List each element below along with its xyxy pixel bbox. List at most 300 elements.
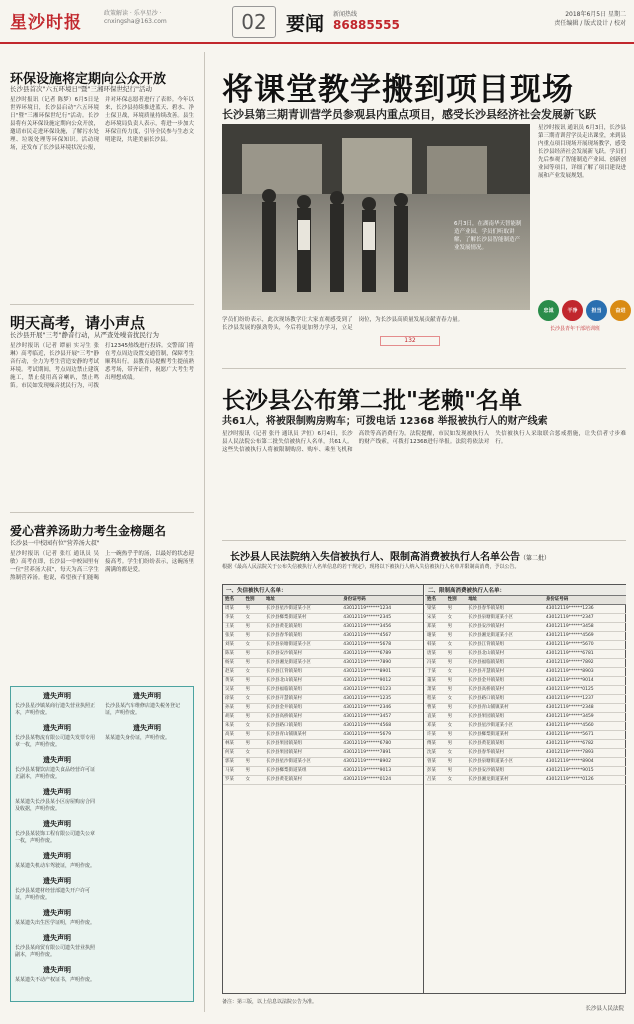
table-row [223,605,423,614]
notice-body: 某某遗失出生医学证明，声明作废。 [15,920,96,926]
table-cell: 女 [243,695,263,704]
column-header: 姓名 [223,596,243,605]
table-row [223,767,423,776]
table-cell: 男 [243,731,263,740]
notice-title: 遗失声明 [43,966,71,974]
table-cell: 女 [243,722,263,731]
lost-notice [15,851,99,870]
lost-notice [15,755,99,781]
notice-body: 长沙县某商贸有限公司遗失营业执照副本，声明作废。 [15,945,96,958]
table-cell: 男 [446,731,467,740]
notice-body: 长沙县某汽车维修店遗失税务登记证，声明作废。 [105,703,181,716]
table-cell: 宋某 [425,614,446,623]
photo-illustration [222,124,530,310]
table-cell: 彭某 [425,767,446,776]
table-cell: 长沙县榔梨街道某村 [466,731,544,740]
notice-body: 长沙县某建材经营部遗失开户许可证，声明作废。 [15,888,91,901]
table-cell: 女 [446,695,467,704]
laolai-body: 星沙时报讯（记者 张丹 通讯员 尹恒）6月4日，长沙县人民法院公布第二批失信被执行人名单，共61人。这些失信被执行人将被限制购房、购车、乘坐飞机和高铁等高消费行为。法院提醒，市民如发现被执行人的财产线索，可拨打12368进行举报。法院将依法对失信被执行人采取联合惩戒措施，让失信者寸步难行。 [222,431,626,453]
table-row [425,614,626,623]
court-notice-title-text: 长沙县人民法院纳入失信被执行人、限制高消费被执行人名单公告 [230,552,520,563]
lost-notice [15,908,99,927]
table-cell: 43012119******8903 [544,668,626,677]
table-row [425,668,626,677]
table-row [223,731,423,740]
table-cell: 女 [446,641,467,650]
table-cell: 长沙县青山铺镇某村 [466,704,544,713]
notice-title: 遗失声明 [133,724,161,732]
table-cell: 43012119******1237 [544,695,626,704]
masthead [0,0,634,44]
story-divider [10,304,194,305]
table-cell: 长沙县江背镇某组 [466,641,544,650]
table-cell: 43012119******4560 [544,722,626,731]
table-cell: 43012119******0125 [544,686,626,695]
table-cell: 男 [446,713,467,722]
table-cell: 43012119******7892 [544,659,626,668]
lost-notice [15,933,99,959]
table-cell: 43012119******6782 [544,740,626,749]
table-row [425,722,626,731]
ad-code-box: 132 [380,336,440,346]
hotline-number: 86885555 [333,18,400,32]
notice-title: 遗失声明 [43,724,71,732]
table-cell: 吕某 [425,776,446,785]
story-headline: 明天高考，请小声点 [10,314,146,332]
table-cell: 长沙县金井镇某组 [466,677,544,686]
table-cell: 张某 [223,632,243,641]
table-cell: 长沙县福临镇某组 [466,659,544,668]
table-cell: 长沙县金井镇某组 [264,704,341,713]
table-row [223,668,423,677]
table-cell: 男 [446,650,467,659]
table-cell: 43012119******6789 [341,650,423,659]
lost-notice [15,723,99,749]
notice-body: 某某遗失长沙县某小区房屋购房合同及收据，声明作废。 [15,799,96,812]
court-notice-table [222,584,626,994]
table-cell: 刘某 [223,641,243,650]
table-cell: 周某 [223,605,243,614]
table-cell: 43012119******2345 [341,614,423,623]
table-cell: 男 [243,623,263,632]
table-cell: 女 [243,614,263,623]
table-cell: 女 [446,749,467,758]
table-cell: 邓某 [425,722,446,731]
newspaper-logo: 星沙时报 [10,13,82,33]
table-cell: 43012119******4569 [544,632,626,641]
table-cell: 男 [243,740,263,749]
lost-notice [15,876,99,902]
table-cell: 胡某 [223,713,243,722]
table-cell: 长沙县泉塘街道某小区 [466,758,544,767]
table-cell: 袁某 [425,713,446,722]
table-row [425,641,626,650]
table-cell: 43012119******3459 [544,713,626,722]
notice-title: 遗失声明 [43,852,71,860]
column-header: 地址 [264,596,341,605]
table-cell: 女 [446,614,467,623]
table-cell: 长沙县榔梨街道某组 [264,767,341,776]
table-cell: 43012119******2346 [341,704,423,713]
table-cell: 男 [446,767,467,776]
table-row [223,614,423,623]
laolai-headline: 长沙县公布第二批"老赖"名单 [222,388,522,414]
seal-badge: 干净 [562,300,583,321]
table-cell: 郭某 [223,758,243,767]
notice-body: 长沙县星沙镇某商行遗失营业执照正本，声明作废。 [15,703,96,716]
table-cell: 长沙县安沙镇某村 [264,650,341,659]
table-cell: 男 [446,704,467,713]
table-cell: 朱某 [223,722,243,731]
table-cell: 黄某 [223,677,243,686]
lead-photo [222,124,530,310]
table-row [425,686,626,695]
table-row [425,623,626,632]
table-cell: 长沙县春华镇某村 [466,749,544,758]
seal-badge: 奋进 [610,300,631,321]
table-cell: 43012119******1234 [341,605,423,614]
table-cell: 谢某 [425,632,446,641]
lost-notice [15,691,99,717]
table-cell: 长沙县安沙镇某组 [466,767,544,776]
story-subheadline: 长沙县一中校园有位"营养汤大叔" [10,540,100,547]
table-cell: 女 [446,776,467,785]
table-cell: 女 [446,722,467,731]
table-cell: 43012119******8902 [341,758,423,767]
notice-body: 长沙县某物流有限公司遗失发票专用章一枚，声明作废。 [15,735,96,748]
table-cell: 43012119******1235 [341,695,423,704]
court-notice-intro: 根据《最高人民法院关于公布失信被执行人名单信息的若干规定》，现将以下被执行人纳入失信被执行人名单并限制高消费，予以公告。 [222,564,520,570]
table-cell: 长沙县春华镇某组 [466,605,544,614]
table-cell: 女 [243,776,263,785]
issue-date: 2018年6月5日 星期二 [565,11,626,18]
table-cell: 女 [243,749,263,758]
table-cell: 男 [243,758,263,767]
table-cell: 43012119******3456 [341,623,423,632]
table-cell: 郑某 [425,623,446,632]
table-cell: 男 [446,677,467,686]
table-row [425,767,626,776]
table-cell: 男 [243,659,263,668]
table-cell: 43012119******7893 [544,749,626,758]
lost-notice [15,819,99,845]
table-row [425,776,626,785]
lead-subheadline: 长沙县第三期青训营学员参观县内重点项目，感受长沙县经济社会发展新飞跃 [222,108,596,121]
column-divider [204,52,205,1012]
table-cell: 男 [243,605,263,614]
table-cell: 杨某 [223,659,243,668]
table-row [425,677,626,686]
table-cell: 43012119******5679 [341,731,423,740]
column-header: 性别 [446,596,467,605]
table-row [223,623,423,632]
notice-title: 遗失声明 [43,820,71,828]
lost-notices-box [10,686,194,1002]
table-cell: 长沙县春华镇某组 [264,632,341,641]
table-cell: 男 [243,650,263,659]
table-cell: 长沙县高桥镇某村 [264,713,341,722]
table-cell: 43012119******9014 [544,677,626,686]
story-subheadline: 长沙县开展"三考"静音行动，从严查处噪音扰民行为 [10,331,159,339]
table-row [223,776,423,785]
table-cell: 长沙县湘龙街道某小区 [264,659,341,668]
table-row [425,659,626,668]
notice-title: 遗失声明 [43,692,71,700]
lead-body: 学员们纷纷表示，此次现场教学让大家直观感受到了长沙县发展的强劲势头，今后将更加努力学习，立足岗位，为长沙县高质量发展贡献青春力量。 [222,317,464,331]
story-body: 星沙时报讯（记者 陈梦）6月5日是世界环境日，长沙县启动"六五环境日"暨"三湘环保世纪行"活动。长沙县将有关环保设施定期向公众开放，邀请市民走进环保设施，了解污水处理、垃圾处理等环保知识。活动现场，还发布了长沙县环境状况公报，并对环保志愿者进行了表彰。今年以来，长沙县持续推进蓝天、碧水、净土保卫战，环境质量持续改善。县生态环境局负责人表示，将进一步加大环保宣传力度，引导全民参与生态文明建设，共建美丽长沙县。 [10,97,194,151]
table-cell: 男 [243,677,263,686]
lost-notice [15,787,99,813]
hotline-block [333,9,400,32]
table-row [425,695,626,704]
table-header-row [223,596,423,605]
table-cell: 43012119******5670 [544,641,626,650]
editor-credits: 责任编辑 / 版式设计 / 校对 [554,20,626,27]
table-cell: 长沙县黄花镇某组 [466,740,544,749]
notice-body: 长沙县某装饰工程有限公司遗失公章一枚，声明作废。 [15,831,96,844]
table-cell: 长沙县黄花镇某组 [264,623,341,632]
table-cell: 43012119******9013 [341,767,423,776]
table-cell: 43012119******4568 [341,722,423,731]
table-section-title: 一、失信被执行人名单： [223,585,423,596]
table-cell: 韩某 [425,641,446,650]
table-cell: 长沙县开慧镇某村 [466,668,544,677]
table-cell: 长沙县湘龙街道某小区 [466,632,544,641]
table-cell: 曾某 [425,758,446,767]
table-cell: 43012119******4567 [341,632,423,641]
story-body: 星沙时报讯（记者 张红 通讯员 吴敏）高考在即，长沙县一中校园里有一位"营养汤大叔"，每天为高三学生熬制营养汤。他说，希望孩子们能喝上一碗热乎乎的汤，以最好的状态迎接高考。学生们纷纷表示，这碗汤里满满的都是爱。 [10,551,194,581]
notice-body: 某某遗失身份证，声明作废。 [105,735,171,741]
table-cell: 沈某 [425,749,446,758]
dateline [554,10,626,28]
table-cell: 吴某 [223,686,243,695]
notice-title: 遗失声明 [133,692,161,700]
table-cell: 林某 [223,740,243,749]
table-cell: 女 [446,668,467,677]
lost-notice [105,691,189,717]
table-cell: 女 [243,668,263,677]
column-header: 姓名 [425,596,446,605]
lost-notice [15,965,99,984]
notice-body: 长沙县某餐饮店遗失食品经营许可证正副本，声明作废。 [15,767,96,780]
table-cell: 男 [446,623,467,632]
lead-body-right: 星沙时报讯 通讯员 6月3日，长沙县第三期青训营学员走出课堂，来到县内重点项目现场开展现场教学，感受长沙县经济社会发展新飞跃。学员们先后参观了智能制造产业园、创新创业园等项目，详细了解了项目建设进展和产业发展规划。 [538,125,627,179]
table-row [223,695,423,704]
table-cell: 孙某 [223,704,243,713]
table-row [223,659,423,668]
table-cell: 43012119******0126 [544,776,626,785]
table-body [425,605,626,785]
table-cell: 43012119******6781 [544,650,626,659]
table-cell: 罗某 [223,776,243,785]
table-footnote: 备注：第三版，以上信息以法院公告为准。 [222,999,318,1005]
table-cell: 女 [243,641,263,650]
table-cell: 于某 [425,668,446,677]
hotline-label: 新闻热线 [333,11,358,18]
table-header-row [425,596,626,605]
table-row [223,686,423,695]
table-cell: 长沙县路口镇某组 [466,695,544,704]
table-cell: 长沙县北山镇某村 [264,677,341,686]
table-cell: 曹某 [425,704,446,713]
table-cell: 萧某 [425,686,446,695]
seal-caption: 长沙县青年干部培训班 [550,326,601,332]
table-cell: 长沙县星沙街道某小区 [264,605,341,614]
table-row [425,605,626,614]
table-cell: 陈某 [223,650,243,659]
story-divider [222,368,626,369]
notice-title: 遗失声明 [43,788,71,796]
table-cell: 43012119******2347 [544,614,626,623]
table-cell: 43012119******5671 [544,731,626,740]
laolai-subheadline: 共61人，将被限制购房购车；可拨电话 12368 举报被执行人的财产线索 [222,416,548,427]
table-cell: 43012119******1236 [544,605,626,614]
table-cell: 梁某 [425,605,446,614]
table-cell: 程某 [425,695,446,704]
notice-title: 遗失声明 [43,756,71,764]
table-row [425,740,626,749]
table-body [223,605,423,785]
column-header: 身份证号码 [544,596,626,605]
table-cell: 长沙县湘龙街道某村 [466,776,544,785]
table-cell: 43012119******3458 [544,623,626,632]
table-cell: 男 [243,704,263,713]
table-cell: 长沙县安沙镇某村 [466,623,544,632]
table-cell: 男 [446,659,467,668]
table-cell: 赵某 [223,668,243,677]
table-cell: 男 [243,713,263,722]
table-cell: 长沙县江背镇某组 [264,668,341,677]
table-cell: 男 [446,758,467,767]
table-cell: 长沙县泉塘街道某小区 [466,614,544,623]
table-row [223,650,423,659]
notice-title: 遗失声明 [43,877,71,885]
table-row [223,722,423,731]
table-row [425,632,626,641]
table-cell: 43012119******6780 [341,740,423,749]
table-cell: 男 [446,686,467,695]
table-cell: 徐某 [223,695,243,704]
table-row [425,713,626,722]
table-cell: 43012119******5678 [341,641,423,650]
story-divider [222,540,626,541]
table-row [223,758,423,767]
table-cell: 长沙县福临镇某组 [264,686,341,695]
seal-badge: 担当 [586,300,607,321]
story-subheadline: 长沙县首次"六五环境日"暨"三湘环保世纪行"活动 [10,85,152,93]
table-row [223,677,423,686]
table-cell: 何某 [223,749,243,758]
table-row [425,749,626,758]
table-cell: 43012119******8901 [341,668,423,677]
table-cell: 43012119******9012 [341,677,423,686]
table-row [425,650,626,659]
table-cell: 男 [446,605,467,614]
table-cell: 长沙县果园镇某组 [264,740,341,749]
table-cell: 长沙县榔梨街道某村 [264,614,341,623]
table-cell: 马某 [223,767,243,776]
table-cell: 43012119******0124 [341,776,423,785]
column-header: 性别 [243,596,263,605]
lost-notices-list [15,691,189,997]
story-headline: 爱心营养汤助力考生金榜题名 [10,524,167,538]
table-cell: 长沙县星沙街道某小区 [466,722,544,731]
table-cell: 43012119******7890 [341,659,423,668]
table-cell: 长沙县果园镇某村 [264,749,341,758]
table-right-half [425,585,626,993]
table-cell: 长沙县北山镇某村 [466,650,544,659]
table-row [223,704,423,713]
table-row [223,713,423,722]
table-row [223,749,423,758]
table-section-title: 二、限制高消费被执行人名单： [425,585,626,596]
table-cell: 长沙县高桥镇某村 [466,686,544,695]
table-cell: 长沙县路口镇某组 [264,722,341,731]
table-cell: 男 [446,632,467,641]
court-notice-batch: （第二批） [520,555,551,562]
court-signature: 长沙县人民法院 [585,1006,624,1012]
table-cell: 43012119******7891 [341,749,423,758]
column-header: 地址 [466,596,544,605]
table-row [425,758,626,767]
notice-title: 遗失声明 [43,934,71,942]
story-headline: 环保设施将定期向公众开放 [10,72,167,87]
seal-badge: 忠诚 [538,300,559,321]
section-title: 要闻 [286,13,325,35]
seal-row [538,300,631,321]
column-header: 身份证号码 [341,596,423,605]
table-cell: 43012119******9015 [544,767,626,776]
table-cell: 长沙县泉塘街道某小区 [264,641,341,650]
table-cell: 长沙县星沙街道某小区 [264,758,341,767]
notice-title: 遗失声明 [43,909,71,917]
story-body: 星沙时报讯（记者 谭丽 实习生 张琳）高考临近，长沙县开展"三考"静音行动，全力为考生营造安静的考试环境。考试期间，考点周边禁止建筑施工，禁止使用高音喇叭，禁止鸣笛。市民如发现噪音扰民行为，可拨打12345热线进行投诉。交警部门将在考点周边设置交通管制，保障考生顺利出行。县教育局提醒考生提前熟悉考场，带齐证件，祝愿广大考生考出理想成绩。 [10,343,194,389]
table-cell: 唐某 [425,650,446,659]
table-cell: 43012119******0123 [341,686,423,695]
table-cell: 43012119******2348 [544,704,626,713]
table-cell: 男 [243,686,263,695]
table-row [223,641,423,650]
table-cell: 李某 [223,614,243,623]
table-cell: 长沙县青山铺镇某村 [264,731,341,740]
notice-body: 某某遗失不动产权证书，声明作废。 [15,977,96,983]
table-left-half [223,585,424,993]
table-row [223,740,423,749]
table-cell: 冯某 [425,659,446,668]
restricted-table [425,596,626,785]
table-row [425,731,626,740]
table-row [425,704,626,713]
court-notice-title [230,548,550,563]
table-cell: 许某 [425,731,446,740]
table-cell: 高某 [223,731,243,740]
table-cell: 傅某 [425,740,446,749]
lost-notice [105,723,189,742]
table-row [223,632,423,641]
table-cell: 王某 [223,623,243,632]
table-cell: 43012119******3457 [341,713,423,722]
defaulter-table [223,596,423,785]
table-cell: 长沙县开慧镇某村 [264,695,341,704]
table-cell: 男 [446,740,467,749]
story-divider [10,512,194,513]
lead-headline: 将课堂教学搬到项目现场 [222,72,574,108]
photo-caption: 6月3日，在湖南华天智能制造产业园，学员们听取讲解，了解长沙县智能制造产业发展情况。 [454,221,522,251]
masthead-slogan: 政策解读 · 乐享星沙 · cnxingsha@163.com [104,10,167,25]
table-cell: 男 [243,767,263,776]
table-cell: 长沙县果园镇某组 [466,713,544,722]
table-cell: 男 [243,632,263,641]
